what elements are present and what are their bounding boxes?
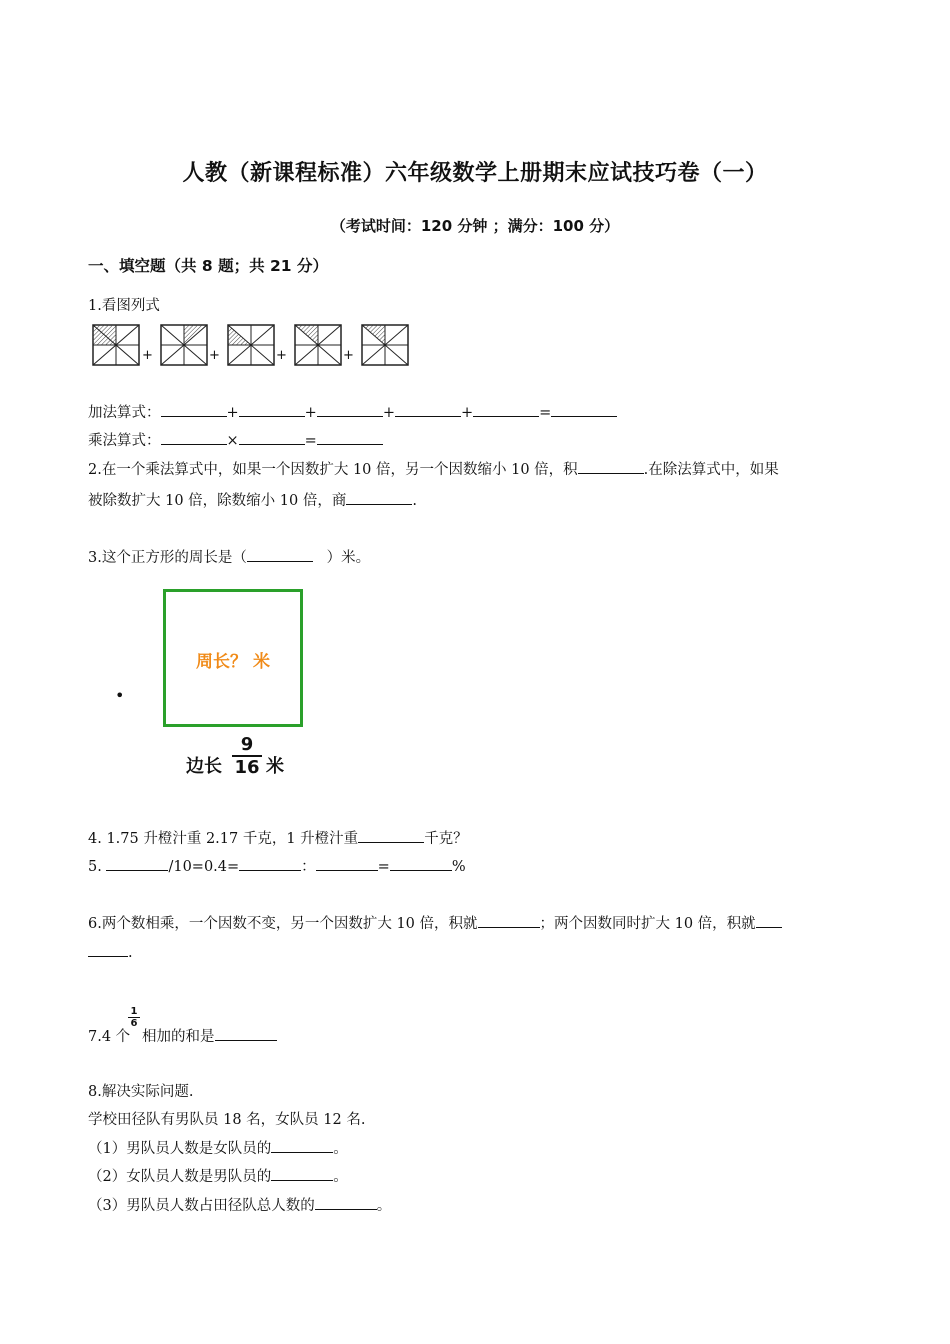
q8-sub3 <box>88 1194 391 1215</box>
operator: + <box>226 405 239 421</box>
answer-blank[interactable] <box>317 430 383 445</box>
answer-blank[interactable] <box>161 402 227 417</box>
operator: + <box>460 405 474 421</box>
exam-info: （考试时间：120 分钟 ；满分：100 分） <box>330 217 620 235</box>
answer-blank[interactable] <box>239 402 305 417</box>
side-length-prefix: 边长 <box>186 756 222 777</box>
shaded-square-figure <box>292 322 344 368</box>
answer-blank[interactable] <box>271 1166 333 1181</box>
multiplication-label: 乘法算式： <box>88 433 161 449</box>
q8-prompt: 8.解决实际问题. <box>88 1084 194 1100</box>
answer-blank[interactable] <box>551 402 617 417</box>
q7-line-rest <box>142 1025 277 1046</box>
q2-text: .在除法算式中，如果 <box>643 462 779 478</box>
answer-blank[interactable] <box>106 856 168 871</box>
q2-text: 2.在一个乘法算式中，如果一个因数扩大 10 倍，另一个因数缩小 10 倍，积 <box>88 462 578 478</box>
q2-line1 <box>88 458 779 479</box>
q3-prompt <box>88 546 370 567</box>
operator: = <box>304 433 317 449</box>
q7-text: 相加的和是 <box>142 1029 215 1045</box>
answer-blank[interactable] <box>358 828 424 843</box>
fraction-numerator: 1 <box>130 1006 138 1017</box>
operator: + <box>304 405 317 421</box>
answer-blank[interactable] <box>478 913 540 928</box>
q8-text: 。 <box>333 1169 348 1185</box>
fraction-denominator: 6 <box>130 1018 138 1029</box>
q2-text: . <box>412 493 417 509</box>
q6-line2 <box>88 942 133 961</box>
list-bullet: • <box>115 686 125 705</box>
q6-text: 6.两个数相乘，一个因数不变，另一个因数扩大 10 倍，积就 <box>88 916 478 932</box>
q2-text: 被除数扩大 10 倍，除数缩小 10 倍，商 <box>88 493 347 509</box>
q8-sub2 <box>88 1165 348 1186</box>
q5-text: /10=0.4= <box>168 859 240 875</box>
q5-text: ： <box>301 859 316 875</box>
answer-blank[interactable] <box>346 490 412 505</box>
q8-text: （3）男队员人数占田径队总人数的 <box>88 1198 315 1214</box>
q8-text: （2）女队员人数是男队员的 <box>88 1169 272 1185</box>
plus-sign: + <box>343 348 354 363</box>
square-figure <box>163 589 303 727</box>
section-heading: 一、填空题（共 8 题；共 21 分） <box>88 257 328 275</box>
q6-text: . <box>128 945 133 961</box>
q8-context: 学校田径队有男队员 18 名，女队员 12 名. <box>88 1112 366 1128</box>
q2-line2 <box>88 489 417 510</box>
q5-text: % <box>451 859 466 875</box>
side-length-unit: 米 <box>266 756 284 777</box>
shaded-square-figure <box>90 322 142 368</box>
q4-line <box>88 827 468 848</box>
plus-sign: + <box>142 348 153 363</box>
answer-blank[interactable] <box>317 402 383 417</box>
q7-text: 7.4 个 <box>88 1029 131 1045</box>
q1-multiplication-line <box>88 429 383 450</box>
q8-sub1 <box>88 1137 348 1158</box>
answer-blank[interactable] <box>161 430 227 445</box>
side-length-fraction <box>232 734 262 778</box>
q5-text: 5. <box>88 859 107 875</box>
q5-line <box>88 855 466 876</box>
addition-label: 加法算式： <box>88 405 161 421</box>
answer-blank[interactable] <box>271 1138 333 1153</box>
answer-blank[interactable] <box>247 547 313 562</box>
perimeter-label: 周长？ 米 <box>196 652 270 672</box>
q3-text: ）米。 <box>326 550 371 566</box>
answer-blank[interactable] <box>578 459 644 474</box>
fraction-denominator: 16 <box>234 757 260 778</box>
answer-blank[interactable] <box>215 1026 277 1041</box>
fraction-numerator: 9 <box>240 734 254 755</box>
answer-blank[interactable] <box>756 913 782 928</box>
q1-addition-line <box>88 401 617 422</box>
q6-line1 <box>88 912 782 933</box>
answer-blank[interactable] <box>395 402 461 417</box>
answer-blank[interactable] <box>88 942 128 957</box>
answer-blank[interactable] <box>239 856 301 871</box>
q1-prompt: 1.看图列式 <box>88 298 160 314</box>
q4-text: 4. 1.75 升橙汁重 2.17 千克，1 升橙汁重 <box>88 831 359 847</box>
operator: = <box>539 405 552 421</box>
q8-text: 。 <box>333 1141 348 1157</box>
answer-blank[interactable] <box>239 430 305 445</box>
q4-text: 千克？ <box>424 831 468 847</box>
unit-fraction <box>128 1006 140 1029</box>
shaded-square-figure <box>359 322 411 368</box>
answer-blank[interactable] <box>315 1195 377 1210</box>
q7-line <box>88 1025 130 1046</box>
plus-sign: + <box>209 348 220 363</box>
q8-text: （1）男队员人数是女队员的 <box>88 1141 272 1157</box>
q3-text: 3.这个正方形的周长是（ <box>88 550 247 566</box>
q8-text: 。 <box>376 1198 392 1214</box>
answer-blank[interactable] <box>390 856 452 871</box>
shaded-square-figure <box>225 322 277 368</box>
plus-sign: + <box>276 348 287 363</box>
operator: × <box>226 433 239 449</box>
q5-text: = <box>377 859 390 875</box>
operator: + <box>382 405 395 421</box>
page-title: 人教（新课程标准）六年级数学上册期末应试技巧卷（一） <box>182 161 768 186</box>
answer-blank[interactable] <box>316 856 378 871</box>
q6-text: ；两个因数同时扩大 10 倍，积就 <box>539 916 756 932</box>
shaded-square-figure <box>158 322 210 368</box>
answer-blank[interactable] <box>473 402 539 417</box>
